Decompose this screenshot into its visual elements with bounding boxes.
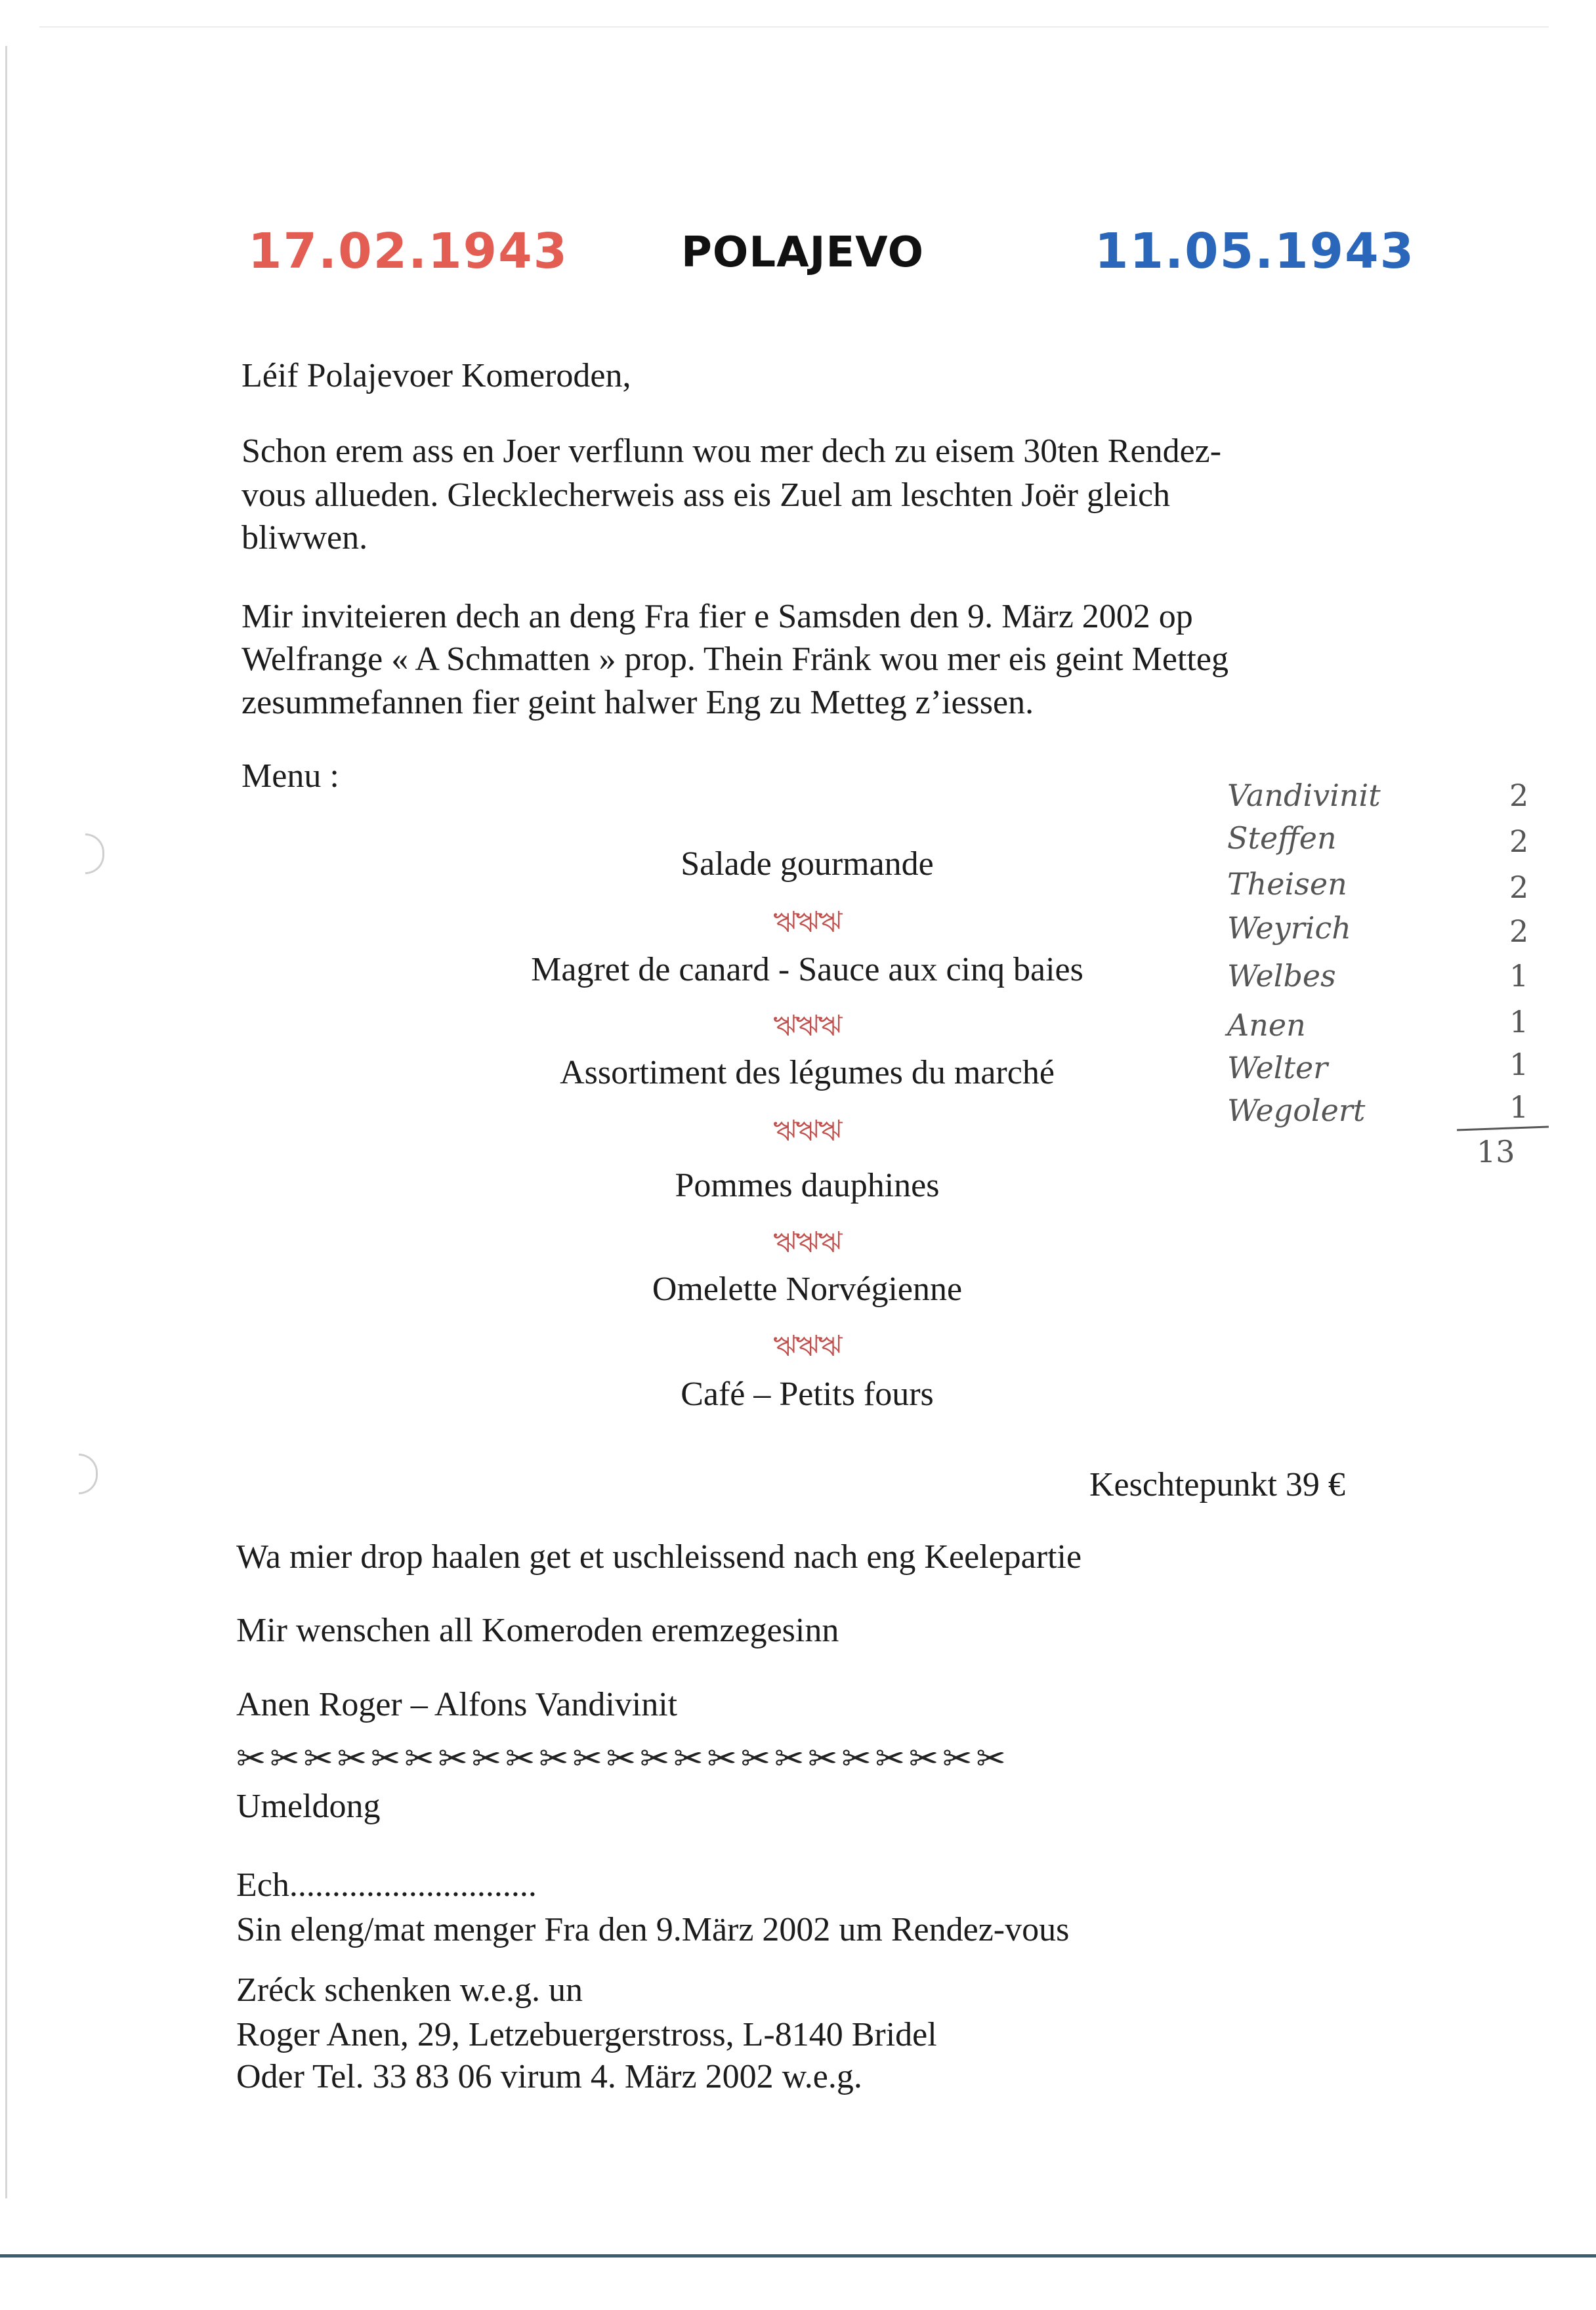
menu-item: Omelette Norvégienne — [652, 1270, 963, 1308]
menu-item: Magret de canard - Sauce aux cinq baies — [531, 951, 1083, 988]
handwritten-name: Weyrich — [1227, 910, 1351, 946]
closing-line: Mir wenschen all Komeroden eremzegesinn — [236, 1612, 839, 1649]
bottom-rule — [0, 2254, 1596, 2258]
price: Keschtepunkt 39 € — [1089, 1466, 1345, 1503]
end-date: 11.05.1943 — [1095, 223, 1416, 280]
handwritten-name: Steffen — [1227, 820, 1337, 856]
paragraph-line: vous allueden. Glecklecherweis ass eis Zuel am leschten Joër gleich — [242, 476, 1171, 514]
scissors-cut-line: ✂✂✂✂✂✂✂✂✂✂✂✂✂✂✂✂✂✂✂✂✂✂✂ — [236, 1739, 1010, 1778]
menu-item: Café – Petits fours — [681, 1376, 934, 1413]
handwritten-count: 2 — [1509, 824, 1529, 859]
menu-ornament: ঋঋঋ — [773, 1115, 841, 1147]
handwritten-count: 1 — [1509, 1089, 1529, 1125]
punch-hole — [79, 1454, 98, 1494]
handwritten-count: 1 — [1509, 958, 1529, 994]
return-line: Zréck schenken w.e.g. un — [236, 1971, 583, 2009]
handwritten-name: Welbes — [1227, 958, 1336, 994]
menu-ornament: ঋঋঋ — [773, 1010, 841, 1042]
handwritten-count: 1 — [1509, 1047, 1529, 1082]
paragraph-line: bliwwen. — [242, 519, 368, 556]
return-phone: Oder Tel. 33 83 06 virum 4. März 2002 w.e.g. — [236, 2058, 862, 2095]
handwritten-name: Anen — [1227, 1007, 1306, 1043]
menu-ornament: ঋঋঋ — [773, 1227, 841, 1259]
handwritten-count: 2 — [1509, 778, 1529, 813]
handwritten-count: 1 — [1509, 1004, 1529, 1040]
attendance-line: Sin eleng/mat menger Fra den 9.März 2002 um Rendez-vous — [236, 1911, 1070, 1948]
paragraph-line: Mir inviteieren dech an deng Fra fier e Samsden den 9. März 2002 op — [242, 598, 1193, 635]
paragraph-line: Schon erem ass en Joer verflunn wou mer dech zu eisem 30ten Rendez- — [242, 432, 1222, 470]
handwritten-name: Vandivinit — [1227, 778, 1381, 813]
handwritten-name: Wegolert — [1227, 1093, 1366, 1128]
menu-item: Salade gourmande — [681, 845, 934, 883]
menu-ornament: ঋঋঋ — [773, 1330, 841, 1362]
handwritten-count: 2 — [1509, 914, 1529, 949]
place-title: POLAJEVO — [681, 228, 924, 277]
menu-label: Menu : — [242, 757, 339, 795]
menu-item: Assortiment des légumes du marché — [560, 1054, 1055, 1091]
greeting: Léif Polajevoer Komeroden, — [242, 357, 631, 394]
handwritten-name: Welter — [1227, 1050, 1328, 1085]
page-edge-top — [39, 26, 1549, 28]
start-date: 17.02.1943 — [248, 223, 569, 280]
closing-line: Wa mier drop haalen get et uschleissend nach eng Keelepartie — [236, 1538, 1082, 1576]
handwritten-total: 13 — [1477, 1134, 1515, 1169]
name-field: Ech............................. — [236, 1866, 537, 1904]
signature-names: Anen Roger – Alfons Vandivinit — [236, 1686, 678, 1723]
form-title: Umeldong — [236, 1788, 381, 1825]
paragraph-line: Welfrange « A Schmatten » prop. Thein Fränk wou mer eis geint Metteg — [242, 640, 1228, 678]
handwritten-name: Theisen — [1227, 866, 1347, 902]
menu-ornament: ঋঋঋ — [773, 906, 841, 938]
return-address: Roger Anen, 29, Letzebuergerstross, L-8140 Bridel — [236, 2016, 937, 2053]
menu-item: Pommes dauphines — [675, 1167, 940, 1204]
paragraph-line: zesummefannen fier geint halwer Eng zu Metteg z’iessen. — [242, 684, 1034, 721]
handwritten-count: 2 — [1509, 870, 1529, 905]
